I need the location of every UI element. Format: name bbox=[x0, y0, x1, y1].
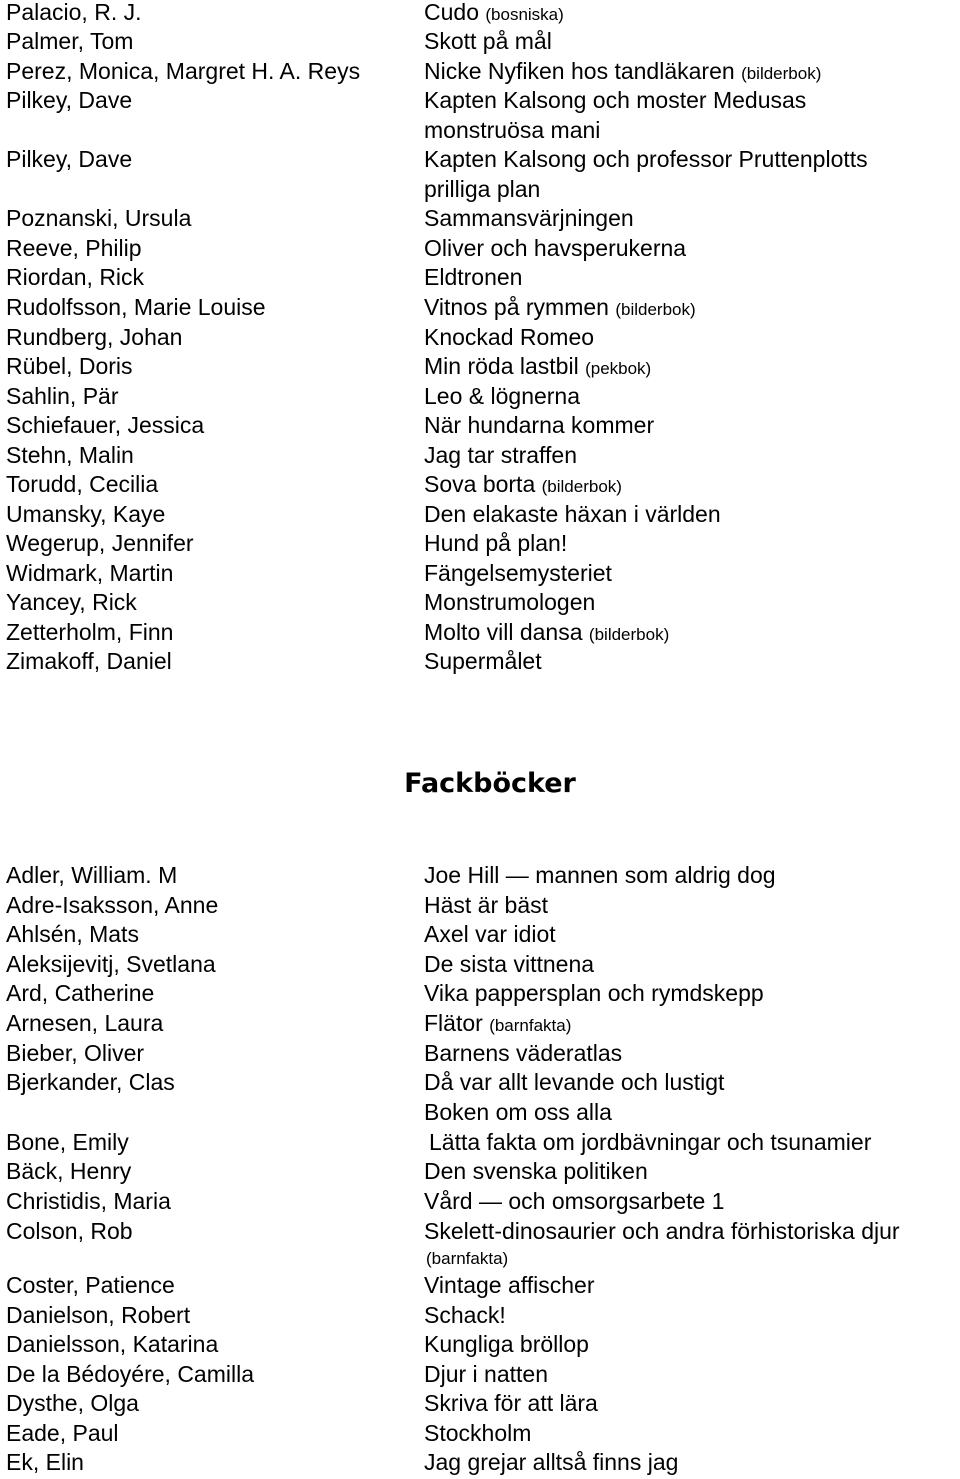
list-item bbox=[0, 262, 960, 292]
book-title: Jag grejar alltså finns jag bbox=[424, 1449, 679, 1475]
list-item bbox=[0, 1097, 960, 1127]
author: Widmark, Martin bbox=[6, 560, 174, 586]
book-title bbox=[424, 469, 622, 502]
book-title: Den svenska politiken bbox=[424, 1158, 648, 1184]
list-item bbox=[0, 322, 960, 352]
author: Dysthe, Olga bbox=[6, 1390, 139, 1416]
list-item bbox=[0, 26, 960, 56]
author: Riordan, Rick bbox=[6, 264, 145, 290]
list-item bbox=[0, 174, 960, 204]
author: Perez, Monica, Margret H. A. Reys bbox=[6, 58, 361, 84]
book-title: Eldtronen bbox=[424, 264, 523, 290]
list-item bbox=[0, 1156, 960, 1186]
list-item bbox=[0, 1270, 960, 1300]
book-title: Kapten Kalsong och moster Medusas bbox=[424, 87, 807, 113]
book-note: (barnfakta) bbox=[489, 1016, 572, 1035]
list-item bbox=[0, 56, 960, 86]
list-item bbox=[0, 1329, 960, 1359]
list-item bbox=[0, 1447, 960, 1477]
list-item bbox=[0, 890, 960, 920]
book-title: Skelett-dinosaurier och andra förhistoriska djur bbox=[424, 1218, 900, 1244]
book-title: Kungliga bröllop bbox=[424, 1331, 589, 1357]
book-title: Skott på mål bbox=[424, 28, 552, 54]
list-item bbox=[0, 381, 960, 411]
list-item bbox=[0, 292, 960, 322]
author: Yancey, Rick bbox=[6, 589, 137, 615]
author: Wegerup, Jennifer bbox=[6, 530, 194, 556]
title-text: Cudo bbox=[424, 0, 479, 25]
author: Coster, Patience bbox=[6, 1272, 175, 1298]
book-note: (bilderbok) bbox=[615, 300, 696, 319]
list-item bbox=[0, 499, 960, 529]
book-title: De sista vittnena bbox=[424, 951, 595, 977]
list-item bbox=[0, 558, 960, 588]
author: Reeve, Philip bbox=[6, 235, 142, 261]
author: Adler, William. M bbox=[6, 862, 178, 888]
author: Ek, Elin bbox=[6, 1449, 84, 1475]
book-note: (bosniska) bbox=[485, 5, 564, 24]
list-item bbox=[0, 949, 960, 979]
list-item bbox=[0, 1216, 960, 1246]
list-item bbox=[0, 469, 960, 499]
list-item bbox=[0, 1388, 960, 1418]
book-title bbox=[424, 1008, 571, 1041]
book-title: Boken om oss alla bbox=[424, 1099, 612, 1125]
title-text: Min röda lastbil bbox=[424, 353, 579, 379]
list-item bbox=[0, 528, 960, 558]
list-item bbox=[0, 860, 960, 890]
author: Ahlsén, Mats bbox=[6, 921, 139, 947]
title-text: Sova borta bbox=[424, 471, 536, 497]
author: Pilkey, Dave bbox=[6, 87, 133, 113]
book-title: Monstrumologen bbox=[424, 589, 596, 615]
title-text: Molto vill dansa bbox=[424, 619, 583, 645]
author: Umansky, Kaye bbox=[6, 501, 166, 527]
book-title: Jag tar straffen bbox=[424, 442, 577, 468]
book-title: Djur i natten bbox=[424, 1361, 549, 1387]
book-note: (pekbok) bbox=[585, 359, 652, 378]
author: Rudolfsson, Marie Louise bbox=[6, 294, 266, 320]
list-item bbox=[0, 1300, 960, 1330]
list-item bbox=[0, 85, 960, 115]
book-note: (bilderbok) bbox=[588, 625, 670, 644]
section-heading: Fackböcker bbox=[404, 768, 576, 799]
book-title: Vika pappersplan och rymdskepp bbox=[424, 980, 764, 1006]
author: Bjerkander, Clas bbox=[6, 1069, 175, 1095]
list-item bbox=[0, 617, 960, 647]
author: Bieber, Oliver bbox=[6, 1040, 145, 1066]
author: Stehn, Malin bbox=[6, 442, 134, 468]
author: Ard, Catherine bbox=[6, 980, 155, 1006]
list-item bbox=[0, 410, 960, 440]
book-note: (bilderbok) bbox=[741, 64, 822, 83]
list-item bbox=[0, 919, 960, 949]
author: Palacio, R. J. bbox=[6, 0, 142, 25]
list-item bbox=[0, 0, 960, 27]
author: Bäck, Henry bbox=[6, 1158, 132, 1184]
book-title: Vård — och omsorgsarbete 1 bbox=[424, 1188, 725, 1214]
list-item bbox=[0, 646, 960, 676]
book-title: Oliver och havsperukerna bbox=[424, 235, 687, 261]
list-item bbox=[0, 1067, 960, 1097]
book-title: Axel var idiot bbox=[424, 921, 556, 947]
author: Aleksijevitj, Svetlana bbox=[6, 951, 216, 977]
list-item bbox=[0, 1418, 960, 1448]
book-note: (bilderbok) bbox=[541, 477, 622, 496]
author: Poznanski, Ursula bbox=[6, 205, 192, 231]
book-title: Lätta fakta om jordbävningar och tsunamier bbox=[429, 1129, 872, 1155]
book-note: (barnfakta) bbox=[426, 1249, 509, 1268]
author: Rundberg, Johan bbox=[6, 324, 183, 350]
list-item bbox=[0, 1359, 960, 1389]
book-title bbox=[424, 351, 651, 384]
list-item bbox=[0, 440, 960, 470]
author: Sahlin, Pär bbox=[6, 383, 119, 409]
book-title: Skriva för att lära bbox=[424, 1390, 598, 1416]
book-title: prilliga plan bbox=[424, 176, 541, 202]
book-title: monstruösa mani bbox=[424, 117, 601, 143]
book-title: Sammansvärjningen bbox=[424, 205, 634, 231]
book-title: Barnens väderatlas bbox=[424, 1040, 623, 1066]
book-title: Kapten Kalsong och professor Pruttenplotts bbox=[424, 146, 868, 172]
list-item bbox=[0, 1127, 960, 1157]
author: De la Bédoyére, Camilla bbox=[6, 1361, 255, 1387]
title-text: Vitnos på rymmen bbox=[424, 294, 609, 320]
list-item bbox=[0, 978, 960, 1008]
list-item bbox=[0, 1008, 960, 1038]
book-title: Hund på plan! bbox=[424, 530, 568, 556]
title-text: Flätor bbox=[424, 1010, 483, 1036]
author: Danielson, Robert bbox=[6, 1302, 191, 1328]
author: Zimakoff, Daniel bbox=[6, 648, 172, 674]
book-title: Joe Hill — mannen som aldrig dog bbox=[424, 862, 776, 888]
author: Zetterholm, Finn bbox=[6, 619, 174, 645]
list-item bbox=[0, 1038, 960, 1068]
author: Bone, Emily bbox=[6, 1129, 129, 1155]
title-text: Nicke Nyfiken hos tandläkaren bbox=[424, 58, 735, 84]
book-title: Då var allt levande och lustigt bbox=[424, 1069, 725, 1095]
book-title: Fängelsemysteriet bbox=[424, 560, 612, 586]
author: Schiefauer, Jessica bbox=[6, 412, 205, 438]
author: Palmer, Tom bbox=[6, 28, 134, 54]
book-title: Stockholm bbox=[424, 1420, 532, 1446]
author: Danielsson, Katarina bbox=[6, 1331, 219, 1357]
book-title: Vintage affischer bbox=[424, 1272, 595, 1298]
book-title: När hundarna kommer bbox=[424, 412, 655, 438]
list-item bbox=[0, 1186, 960, 1216]
book-title: Häst är bäst bbox=[424, 892, 548, 918]
author: Christidis, Maria bbox=[6, 1188, 171, 1214]
author: Adre-Isaksson, Anne bbox=[6, 892, 219, 918]
author: Eade, Paul bbox=[6, 1420, 119, 1446]
book-title: Leo & lögnerna bbox=[424, 383, 581, 409]
list-item bbox=[0, 233, 960, 263]
list-item bbox=[0, 115, 960, 145]
book-title: Den elakaste häxan i världen bbox=[424, 501, 721, 527]
author: Rübel, Doris bbox=[6, 353, 133, 379]
list-item bbox=[0, 203, 960, 233]
list-item bbox=[0, 587, 960, 617]
author: Colson, Rob bbox=[6, 1218, 133, 1244]
book-title: Schack! bbox=[424, 1302, 506, 1328]
author: Arnesen, Laura bbox=[6, 1010, 164, 1036]
book-title: Supermålet bbox=[424, 648, 542, 674]
list-item bbox=[0, 144, 960, 174]
author: Torudd, Cecilia bbox=[6, 471, 159, 497]
book-title: Knockad Romeo bbox=[424, 324, 595, 350]
list-item bbox=[0, 351, 960, 381]
book-title bbox=[424, 292, 696, 325]
author: Pilkey, Dave bbox=[6, 146, 133, 172]
